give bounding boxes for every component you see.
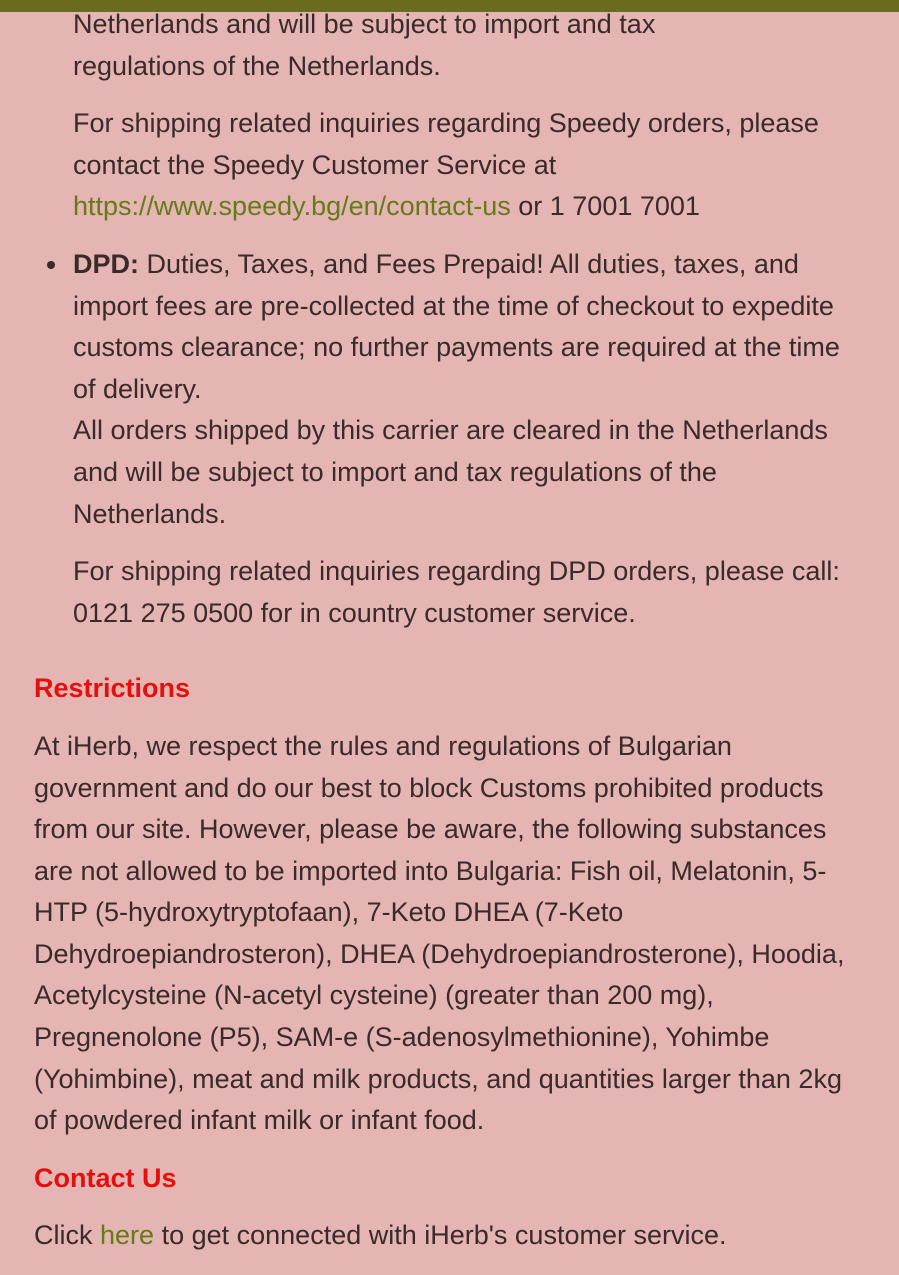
contact-heading: Contact Us [34, 1162, 177, 1193]
speedy-contact-link[interactable]: https://www.speedy.bg/en/contact-us [73, 191, 511, 222]
carrier-item-dpd [0, 244, 899, 634]
contact-text [34, 1215, 869, 1257]
speedy-phone-text: or 1 7001 7001 [518, 191, 700, 222]
speedy-clearance-line-2: regulations of the Netherlands. [73, 50, 441, 81]
bullet-icon [47, 261, 55, 269]
restrictions-body: At iHerb, we respect the rules and regulations of Bulgarian government and do our best to block Customs prohibited products from our site. However, please be aware, the following substances are not allowed to be imported into Bulgaria: Fish oil, Melatonin, 5-HTP (5-hydroxytryptofaan), 7-Keto DHEA (7-Keto Dehydroepiandrosteron), DHEA (Dehydroepiandrosterone), Hoodia, Acetylcysteine (N-acetyl cysteine) (greater than 200 mg), Pregnenolone (P5), SAM-e (S-adenosylmethionine), Yohimbe (Yohimbine), meat and milk products, and quantities larger than 2kg of powdered infant milk or infant food. [34, 730, 845, 1136]
shipping-info-content [0, 4, 899, 1257]
restrictions-section [0, 668, 899, 1142]
speedy-inquiries-text [0, 103, 899, 228]
speedy-inquiries-prefix: For shipping related inquiries regarding Speedy orders, please contact the Speedy Customer Service at [73, 108, 819, 180]
contact-here-link[interactable]: here [100, 1220, 155, 1251]
speedy-clearance-text [0, 4, 899, 87]
dpd-label: DPD: [73, 248, 139, 279]
speedy-clearance-line-1: Netherlands and will be subject to import and tax [73, 9, 656, 39]
dpd-prepaid-text: Duties, Taxes, and Fees Prepaid! All duties, taxes, and import fees are pre-collected at the time of checkout to expedite customs clearance; no further payments are required at the time of delivery. [73, 248, 840, 404]
restrictions-heading: Restrictions [34, 673, 191, 704]
contact-section [0, 1158, 899, 1257]
dpd-inquiries-text: For shipping related inquiries regarding DPD orders, please call: 0121 275 0500 for in country customer service. [73, 556, 840, 628]
dpd-cleared-text: All orders shipped by this carrier are cleared in the Netherlands and will be subject to import and tax regulations of the Netherlands. [73, 415, 828, 529]
contact-suffix: to get connected with iHerb's customer service. [161, 1220, 727, 1251]
contact-prefix: Click [34, 1220, 93, 1251]
carrier-list [0, 244, 899, 634]
